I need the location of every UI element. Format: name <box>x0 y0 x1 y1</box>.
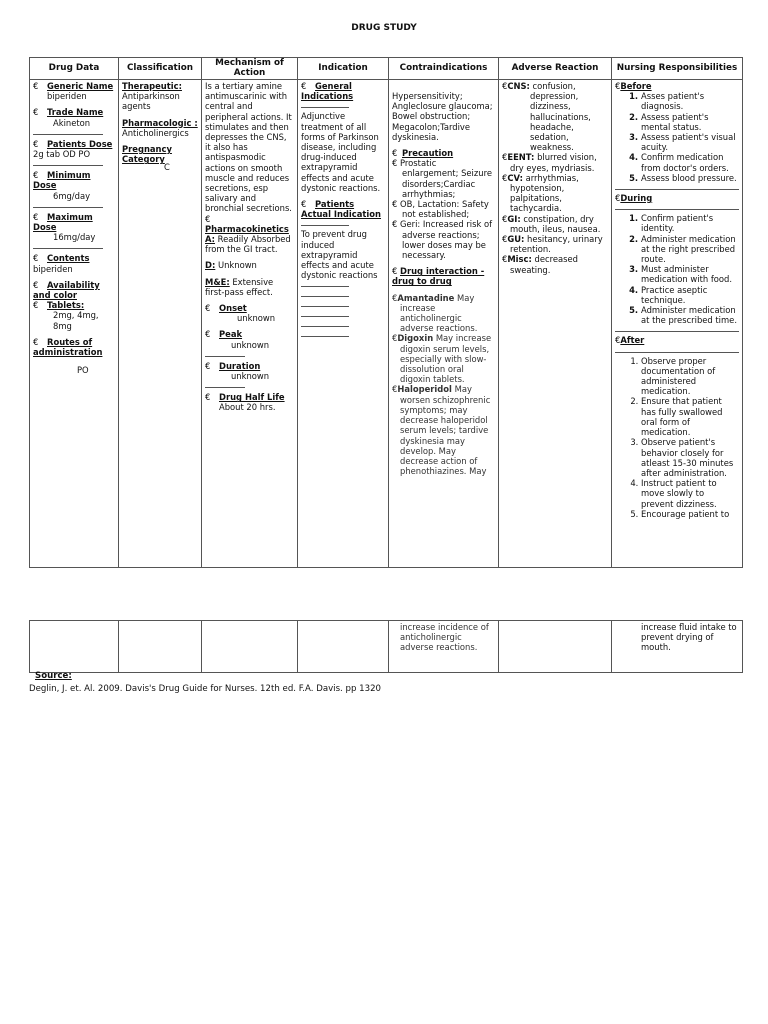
list-item: 2. Administer medication at the right prescribed route. <box>641 234 739 265</box>
cv-label: CV: <box>507 172 523 183</box>
bullet-glyph: € <box>301 81 307 91</box>
therapeutic-value: Antiparkinson agents <box>122 91 180 112</box>
indication-cell <box>298 80 389 568</box>
bullet-glyph: € <box>33 81 39 91</box>
haloperidol-label: Haloperidol <box>397 384 452 395</box>
generic-name-value: biperiden <box>47 91 87 102</box>
trade-name-value: Akineton <box>53 117 91 128</box>
bullet-glyph: € <box>33 300 39 311</box>
onset-value: unknown <box>237 313 276 324</box>
col-header: Contraindications <box>389 58 499 80</box>
minimum-dose-label: Minimum Dose <box>33 170 91 191</box>
contraindications-cell <box>389 80 499 568</box>
continuation-table <box>29 620 743 673</box>
mechanism-text: Is a tertiary amine antimuscarinic with central and peripheral actions. It stimulates and then depresses the CNS, it also has antispasmodic actions on smooth muscle and reduces secretions, esp salivary and bronchial secretions. <box>205 81 292 214</box>
divider <box>33 134 103 135</box>
col-header: Adverse Reaction <box>499 58 612 80</box>
before-label: Before <box>620 81 652 91</box>
routes-value: PO <box>77 365 89 376</box>
amantadine-label: Amantadine <box>397 292 455 303</box>
after-list <box>615 356 739 519</box>
after-label: After <box>620 335 645 346</box>
table-row <box>30 80 743 568</box>
digoxin-text: May increase digoxin serum levels, especially with slow-dissolution oral digoxin tablets. <box>400 333 492 385</box>
contents-value: biperiden <box>33 263 73 274</box>
misc-label: Misc: <box>507 254 532 265</box>
bullet-glyph: € <box>392 266 398 277</box>
generic-name-label: Generic Name <box>47 81 114 91</box>
bullet-glyph: € <box>205 329 211 340</box>
bullet-glyph: € <box>205 213 211 224</box>
pregnancy-value: C <box>164 162 170 173</box>
routes-label: Routes of administration <box>33 336 103 358</box>
list-item: 4. Practice aseptic technique. <box>641 285 739 305</box>
minimum-dose-value: 6mg/day <box>53 190 91 201</box>
trade-name-label: Trade Name <box>47 107 104 118</box>
divider <box>615 352 739 353</box>
bullet-glyph: € <box>205 360 211 371</box>
bullet-glyph: € <box>502 234 508 245</box>
divider <box>205 387 245 388</box>
patients-dose-label: Patients Dose <box>47 138 113 149</box>
absorption-label: A: <box>205 234 215 245</box>
bullet-glyph: € <box>205 392 211 403</box>
gi-label: GI: <box>507 213 521 224</box>
absorption-value: Readily Absorbed from the GI tract. <box>205 234 291 255</box>
drug-data-cell <box>30 80 119 568</box>
precaution-item: Geri: Increased risk of adverse reactions; lower doses may be necessary. <box>400 219 493 261</box>
pharmacologic-value: Anticholinergics <box>122 127 189 138</box>
bullet-glyph: € <box>205 303 211 314</box>
empty-cell <box>202 621 298 673</box>
classification-cell <box>119 80 202 568</box>
duration-value: unknown <box>231 371 270 382</box>
divider <box>615 189 739 190</box>
bullet-glyph: € <box>33 138 39 149</box>
list-item: 4. Instruct patient to move slowly to prevent dizziness. <box>641 478 739 509</box>
metabolism-value: Extensive first-pass effect. <box>205 276 274 297</box>
metabolism-label: M&E: <box>205 276 230 287</box>
divider <box>33 248 103 249</box>
continued-text: increase incidence of anticholinergic adverse reactions. <box>400 622 489 653</box>
bullet-glyph: € <box>392 384 398 395</box>
divider <box>33 207 103 208</box>
bullet-glyph: € <box>502 152 508 163</box>
list-item: 1. Asses patient's diagnosis. <box>641 91 739 111</box>
divider <box>615 209 739 210</box>
bullet-glyph: € <box>502 213 508 224</box>
list-item: 1. Confirm patient's identity. <box>641 213 739 233</box>
bullet-glyph: € <box>33 107 39 118</box>
precaution-item: Prostatic enlargement; Seizure disorders;Cardiac arrhythmias; <box>400 158 492 199</box>
actual-indication-value: To prevent drug induced extrapyramid effects and acute dystonic reactions <box>301 229 378 281</box>
bullet-glyph: € <box>392 333 398 344</box>
availability-label: Availability and color <box>33 279 100 301</box>
adverse-reaction-cell <box>499 80 612 568</box>
page-title: DRUG STUDY <box>351 23 417 33</box>
precaution-label: Precaution <box>402 148 454 159</box>
tablets-value: 2mg, 4mg, 8mg <box>53 310 99 331</box>
divider <box>301 107 349 108</box>
drug-study-table <box>29 57 743 568</box>
bullet-glyph: € <box>33 279 39 290</box>
contraindications-text: Hypersensitivity; Angleclosure glaucoma; Bowel obstruction; Megacolon;Tardive dyskinesia. <box>392 91 493 142</box>
drug-interaction-label: Drug interaction -drug to drug <box>392 266 485 287</box>
haloperidol-text: May worsen schizophrenic symptoms; may decrease haloperidol serum levels; tardive dyskinesia may develop. May decrease action of phenothiazines. May <box>400 384 491 477</box>
digoxin-label: Digoxin <box>397 333 434 344</box>
bullet-glyph: € <box>392 148 398 159</box>
col-header: Nursing Responsibilities <box>612 58 743 80</box>
bullet-glyph: € <box>33 253 39 264</box>
empty-cell <box>119 621 202 673</box>
maximum-dose-value: 16mg/day <box>53 232 96 243</box>
bullet-glyph: € <box>502 254 508 265</box>
source-label: Source: <box>35 671 72 681</box>
onset-label: Onset <box>219 303 247 314</box>
mechanism-cell <box>202 80 298 568</box>
during-label: During <box>620 193 653 204</box>
col-header: Classification <box>119 58 202 80</box>
distribution-label: D: <box>205 260 216 271</box>
general-indications-label: General Indications <box>301 81 354 102</box>
peak-label: Peak <box>219 329 243 340</box>
blank-lines <box>301 286 385 346</box>
list-item: 3. Observe patient's behavior closely for atleast 15-30 minutes after administration. <box>641 437 739 478</box>
list-item: 4. Confirm medication from doctor's orders. <box>641 152 739 172</box>
during-list <box>615 213 739 325</box>
bullet-glyph: € <box>502 172 508 183</box>
cv-text: arrhythmias, hypotension, palpitations, tachycardia. <box>510 172 579 214</box>
peak-value: unknown <box>231 339 270 350</box>
gu-label: GU: <box>507 234 525 245</box>
bullet-glyph: € <box>615 81 621 91</box>
empty-cell <box>30 621 119 673</box>
bullet-glyph: € <box>33 336 39 347</box>
list-item: 5. Administer medication at the prescribed time. <box>641 305 739 325</box>
general-indications-value: Adjunctive treatment of all forms of Parkinson disease, including drug-induced extrapyramid effects and acute dystonic reactions. <box>301 111 381 193</box>
nursing-cell <box>612 80 743 568</box>
bullet-glyph: € <box>301 199 307 210</box>
divider <box>33 165 103 166</box>
eent-text: blurred vision, dry eyes, mydriasis. <box>510 152 597 173</box>
contraindications-continued <box>389 621 499 673</box>
bullet-glyph: € <box>392 292 398 303</box>
bullet-glyph: € <box>502 81 508 91</box>
list-item: 3. Must administer medication with food. <box>641 264 739 284</box>
pharmacokinetics-label: Pharmacokinetics <box>205 223 289 234</box>
col-header: Drug Data <box>30 58 119 80</box>
continued-text: increase fluid intake to prevent drying of mouth. <box>641 622 737 653</box>
pharmacologic-label: Pharmacologic : <box>122 117 198 128</box>
list-item: 5. Encourage patient to <box>641 509 739 519</box>
bullet-glyph: € <box>615 193 621 204</box>
gu-text: hesitancy, urinary retention. <box>510 234 603 255</box>
empty-cell <box>499 621 612 673</box>
table-row <box>30 621 743 673</box>
empty-cell <box>298 621 389 673</box>
gi-text: constipation, dry mouth, ileus, nausea. <box>510 213 601 234</box>
half-life-label: Drug Half Life <box>219 392 285 403</box>
list-item: 2. Assess patient's mental status. <box>641 112 739 132</box>
col-header: Mechanism of Action <box>202 58 298 80</box>
divider <box>615 331 739 332</box>
bullet-glyph: € <box>33 170 39 181</box>
half-life-value: About 20 hrs. <box>219 402 276 413</box>
therapeutic-label: Therapeutic: <box>122 81 182 91</box>
cns-label: CNS: <box>507 81 530 91</box>
bullet-glyph: € <box>33 211 39 222</box>
table-header-row <box>30 58 743 80</box>
list-item: 1. Observe proper documentation of administered medication. <box>641 356 739 397</box>
list-item: 5. Assess blood pressure. <box>641 173 739 183</box>
amantadine-text: May increase anticholinergic adverse reactions. <box>400 292 478 334</box>
distribution-value: Unknown <box>215 260 257 271</box>
eent-label: EENT: <box>507 152 535 163</box>
reference-citation: Deglin, J. et. Al. 2009. Davis's Drug Guide for Nurses. 12th ed. F.A. Davis. pp 1320 <box>29 684 382 694</box>
contents-label: Contents <box>47 253 90 264</box>
bullet-glyph: € <box>392 199 398 210</box>
precaution-item: OB, Lactation: Safety not established; <box>400 199 489 220</box>
cns-text: confusion, depression, dizziness, hallucinations, headache, sedation, weakness. <box>529 81 591 153</box>
duration-label: Duration <box>219 360 261 371</box>
bullet-glyph: € <box>392 219 398 230</box>
patients-dose-value: 2g tab OD PO <box>33 149 91 160</box>
list-item: 2. Ensure that patient has fully swallowed oral form of medication. <box>641 396 739 437</box>
actual-indication-label: Patients Actual Indication <box>301 199 382 220</box>
before-list <box>615 91 739 183</box>
bullet-glyph: € <box>392 158 398 169</box>
col-header: Indication <box>298 58 389 80</box>
list-item: 3. Assess patient's visual acuity. <box>641 132 739 152</box>
maximum-dose-label: Maximum Dose <box>33 211 93 233</box>
bullet-glyph: € <box>615 335 621 346</box>
divider <box>301 225 349 226</box>
misc-text: decreased sweating. <box>510 254 578 275</box>
tablets-label: Tablets: <box>47 300 85 311</box>
nursing-continued <box>612 621 743 673</box>
divider <box>205 356 245 357</box>
pregnancy-label: Pregnancy Category <box>122 144 172 165</box>
